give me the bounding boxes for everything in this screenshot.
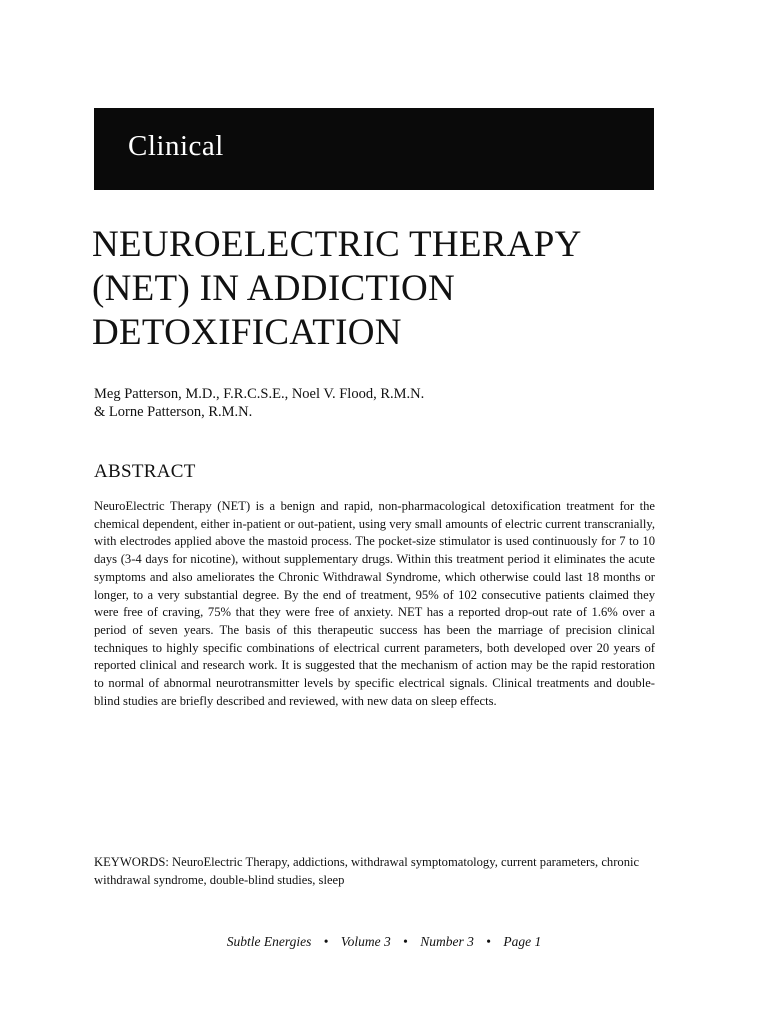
page-footer [0, 934, 768, 950]
title-line-3: DETOXIFICATION [92, 312, 402, 353]
article-title [92, 223, 702, 355]
title-line-1: NEUROELECTRIC THERAPY [92, 224, 582, 265]
abstract-heading: ABSTRACT [94, 461, 196, 482]
section-banner [94, 108, 654, 190]
author-line-1: Meg Patterson, M.D., F.R.C.S.E., Noel V. Flood, R.M.N. [94, 386, 425, 402]
footer-separator: • [323, 934, 329, 949]
footer-journal: Subtle Energies [226, 934, 312, 949]
footer-number: Number 3 [420, 934, 474, 949]
footer-separator: • [403, 934, 408, 949]
author-list [94, 385, 694, 421]
keywords: KEYWORDS: NeuroElectric Therapy, addictions, withdrawal symptomatology, current parameters, chronic withdrawal syndrome, double-blind studies, sleep [94, 855, 640, 887]
title-line-2: (NET) IN ADDICTION [92, 268, 455, 309]
footer-volume: Volume 3 [340, 934, 391, 949]
footer-separator: • [486, 934, 491, 949]
section-label: Clinical [128, 130, 224, 162]
footer-page: Page 1 [503, 934, 542, 949]
author-line-2: & Lorne Patterson, R.M.N. [94, 404, 253, 420]
abstract-body: NeuroElectric Therapy (NET) is a benign and rapid, non-pharmacological detoxification treatment for the chemical dependent, either in-patient or out-patient, using very small amounts of electric current transcranially, with electrodes applied above the mastoid process. The pocket-size stimulator is used continuously for 7 to 10 days (3-4 days for nicotine), without supplementary drugs. Within this treatment period it eliminates the acute symptoms and also ameliorates the Chronic Withdrawal Syndrome, which otherwise could last 18 months or longer, to a very substantial degree. By the end of treatment, 95% of 102 consecutive patients claimed they were free of craving, 75% that they were free of anxiety. NET has a reported drop-out rate of 1.6% over a period of seven years. The basis of this therapeutic success has been the marriage of precision clinical techniques to highly specific combinations of electrical current parameters, both developed over 20 years of reported clinical and research work. It is suggested that the mechanism of action may be the rapid restoration to normal of abnormal neurotransmitter levels by specific electrical signals. Clinical treatments and double-blind studies are briefly described and reviewed, with new data on sleep effects. [94, 499, 655, 708]
